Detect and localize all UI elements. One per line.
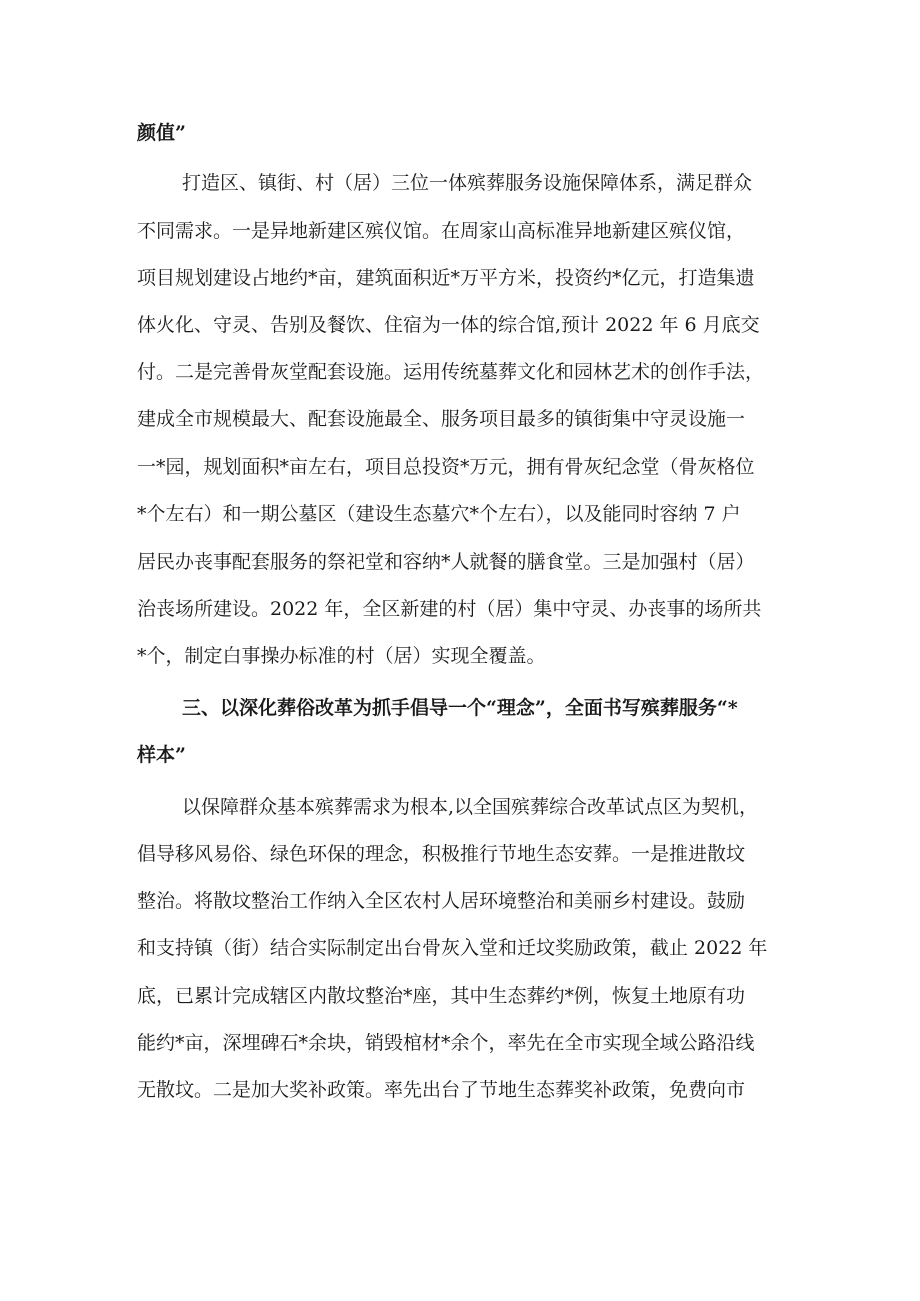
paragraph-line: 不同需求。一是异地新建区殡仪馆。在周家山高标准异地新建区殡仪馆，: [137, 220, 746, 242]
paragraph-line: 无散坟。二是加大奖补政策。率先出台了节地生态葬奖补政策，免费向市: [137, 1079, 746, 1101]
paragraph-line: 底，已累计完成辖区内散坟整治*座，其中生态葬约*例，恢复土地原有功: [137, 985, 746, 1007]
paragraph-line: 倡导移风易俗、绿色环保的理念，积极推行节地生态安葬。一是推进散坟: [137, 843, 746, 865]
paragraph-line: 整治。将散坟整治工作纳入全区农村人居环境整治和美丽乡村建设。鼓励: [137, 890, 746, 912]
paragraph-line: 打造区、镇街、村（居）三位一体殡葬服务设施保障体系，满足群众: [182, 172, 753, 194]
paragraph-line: 治丧场所建设。2022 年，全区新建的村（居）集中守灵、办丧事的场所共: [137, 598, 762, 620]
paragraph-line: 和支持镇（街）结合实际制定出台骨灰入堂和迁坟奖励政策，截止 2022 年: [137, 937, 768, 959]
paragraph-line: 以保障群众基本殡葬需求为根本,以全国殡葬综合改革试点区为契机，: [182, 796, 759, 818]
paragraph-line: 能约*亩，深埋碑石*余块，销毁棺材*余个，率先在全市实现全域公路沿线: [137, 1032, 755, 1054]
paragraph-line: 建成全市规模最大、配套设施最全、服务项目最多的镇街集中守灵设施一: [137, 408, 746, 430]
paragraph-line: *个，制定白事操办标准的村（居）实现全覆盖。: [137, 645, 546, 667]
heading-line: 样本”: [137, 744, 186, 766]
paragraph-line: 项目规划建设占地约*亩，建筑面积近*万平方米，投资约*亿元，打造集遗: [137, 267, 755, 289]
paragraph-line: *个左右）和一期公墓区（建设生态墓穴*个左右），以及能同时容纳 7 户: [137, 503, 741, 525]
heading-line: 颜值”: [137, 122, 186, 144]
paragraph-line: 付。二是完善骨灰堂配套设施。运用传统墓葬文化和园林艺术的创作手法，: [137, 361, 765, 383]
paragraph-line: 体火化、守灵、告别及餐饮、住宿为一体的综合馆,预计 2022 年 6 月底交: [137, 314, 760, 336]
paragraph-line: 一*园，规划面积*亩左右，项目总投资*万元，拥有骨灰纪念堂（骨灰格位: [137, 456, 755, 478]
heading-line: 三、以深化葬俗改革为抓手倡导一个“理念”，全面书写殡葬服务“*: [182, 697, 738, 719]
paragraph-line: 居民办丧事配套服务的祭祀堂和容纳*人就餐的膳食堂。三是加强村（居）: [137, 551, 755, 573]
